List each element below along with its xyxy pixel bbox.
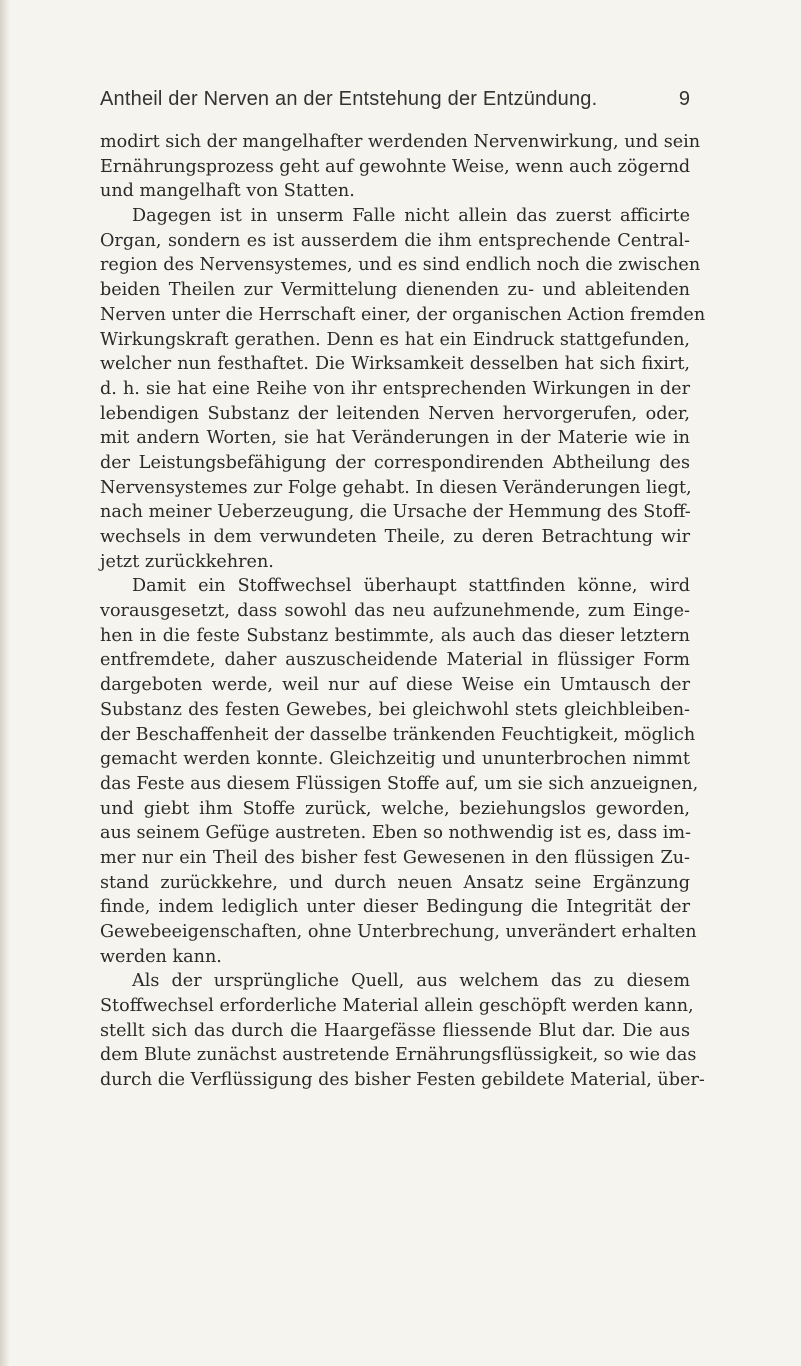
text-line: mer nur ein Theil des bisher fest Gewesenen in den flüssigen Zu-	[100, 847, 690, 868]
text-line: Dagegen ist in unserm Falle nicht allein das zuerst afficirte	[132, 206, 690, 227]
text-line: d. h. sie hat eine Reihe von ihr entsprechenden Wirkungen in der	[100, 378, 690, 399]
text-line: Nervensystemes zur Folge gehabt. In diesen Veränderungen liegt,	[100, 477, 692, 498]
page-gutter-shadow	[0, 0, 10, 1366]
text-line: vorausgesetzt, dass sowohl das neu aufzunehmende, zum Einge-	[100, 601, 690, 622]
text-line: Organ, sondern es ist ausserdem die ihm entsprechende Central-	[100, 230, 690, 251]
running-title: Antheil der Nerven an der Entstehung der Entzündung.	[100, 88, 598, 110]
text-line: entfremdete, daher auszuscheidende Material in flüssiger Form	[100, 650, 690, 671]
text-line: gemacht werden konnte. Gleichzeitig und ununterbrochen nimmt	[100, 749, 690, 770]
page-number: 9	[678, 88, 690, 110]
text-line: nach meiner Ueberzeugung, die Ursache der Hemmung des Stoff-	[100, 502, 691, 523]
text-line: lebendigen Substanz der leitenden Nerven hervorgerufen, oder,	[100, 403, 690, 424]
text-line: welcher nun festhaftet. Die Wirksamkeit desselben hat sich fixirt,	[100, 354, 690, 375]
text-line: durch die Verflüssigung des bisher Festen gebildete Material, über-	[100, 1070, 705, 1091]
body-text	[100, 130, 706, 1093]
text-line: dem Blute zunächst austretende Ernährungsflüssigkeit, so wie das	[100, 1045, 697, 1066]
text-line: region des Nervensystemes, und es sind endlich noch die zwischen	[100, 255, 701, 276]
text-line: Wirkungskraft gerathen. Denn es hat ein Eindruck stattgefunden,	[100, 329, 690, 350]
text-line: Stoffwechsel erforderliche Material allein geschöpft werden kann,	[100, 996, 694, 1017]
text-line: das Feste aus diesem Flüssigen Stoffe auf, um sie sich anzueignen,	[100, 773, 699, 794]
text-line: wechsels in dem verwundeten Theile, zu deren Betrachtung wir	[100, 527, 690, 547]
text-line: werden kann.	[100, 946, 222, 967]
text-line: aus seinem Gefüge austreten. Eben so nothwendig ist es, dass im-	[100, 823, 691, 844]
text-line: finde, indem lediglich unter dieser Bedingung die Integrität der	[100, 897, 690, 918]
text-line: dargeboten werde, weil nur auf diese Weise ein Umtausch der	[100, 675, 690, 696]
text-line: Ernährungsprozess geht auf gewohnte Weise, wenn auch zögernd	[100, 156, 691, 177]
text-line: Als der ursprüngliche Quell, aus welchem das zu diesem	[132, 971, 690, 992]
text-line: mit andern Worten, sie hat Veränderungen in der Materie wie in	[100, 428, 690, 449]
text-line: jetzt zurückkehren.	[100, 551, 274, 572]
text-line: der Leistungsbefähigung der correspondirenden Abtheilung des	[100, 452, 690, 473]
text-line: stand zurückkehre, und durch neuen Ansatz seine Ergänzung	[100, 872, 690, 893]
text-line: Substanz des festen Gewebes, bei gleichwohl stets gleichbleiben-	[100, 699, 690, 720]
text-line: stellt sich das durch die Haargefässe fliessende Blut dar. Die aus	[100, 1020, 690, 1041]
text-line: hen in die feste Substanz bestimmte, als auch das dieser letztern	[100, 625, 690, 646]
text-line: Gewebeeigenschaften, ohne Unterbrechung, unverändert erhalten	[100, 922, 697, 942]
text-line: und mangelhaft von Statten.	[100, 181, 355, 202]
text-line: Damit ein Stoffwechsel überhaupt stattfinden könne, wird	[132, 576, 690, 597]
text-line: und giebt ihm Stoffe zurück, welche, beziehungslos geworden,	[100, 798, 690, 819]
text-line: Nerven unter die Herrschaft einer, der organischen Action fremden	[100, 304, 706, 325]
text-line: modirt sich der mangelhafter werdenden Nervenwirkung, und sein	[100, 132, 701, 152]
page-header	[100, 88, 690, 118]
text-line: beiden Theilen zur Vermittelung dienenden zu- und ableitenden	[100, 280, 690, 301]
text-line: der Beschaffenheit der dasselbe tränkenden Feuchtigkeit, möglich	[100, 724, 696, 745]
